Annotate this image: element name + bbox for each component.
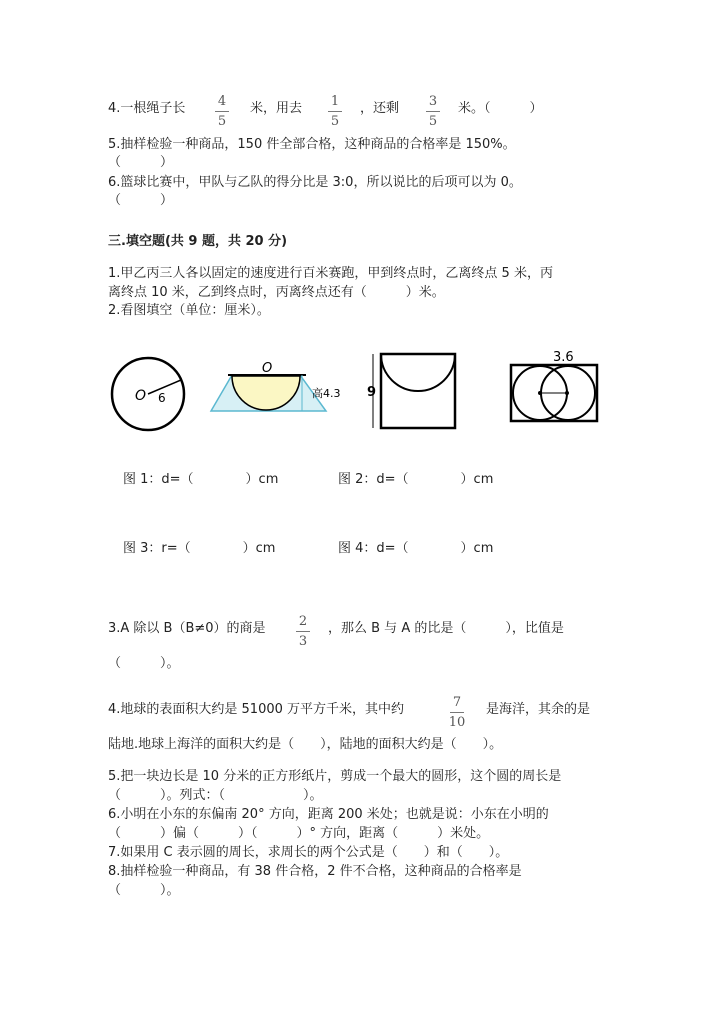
figure-3-square xyxy=(367,354,455,428)
judge-q4-text-a: 4.一根绳子长 xyxy=(108,101,186,116)
fill-q4-text-a: 4.地球的表面积大约是 51000 万平方千米，其中约 xyxy=(108,702,405,717)
fraction-numerator: 7 xyxy=(452,695,462,710)
fraction-numerator: 2 xyxy=(298,614,308,629)
fraction-denominator: 5 xyxy=(217,114,227,129)
figure-2-trapezoid xyxy=(211,361,341,411)
fill-q1-line2: 离终点 10 米，乙到终点时，丙离终点还有（ ）米。 xyxy=(108,285,445,300)
figures-area xyxy=(0,340,720,460)
figure-1-blank[interactable]: 图 1：d=（ ）cm xyxy=(123,472,279,487)
fill-q4-text-b: 是海洋，其余的是 xyxy=(486,702,591,717)
fraction xyxy=(293,614,313,649)
figure-4-rectangle xyxy=(511,350,597,421)
figure-2-height-label: 高4.3 xyxy=(312,387,341,400)
fraction xyxy=(447,695,467,730)
fraction xyxy=(423,94,443,129)
fill-q4-line2: 陆地.地球上海洋的面积大约是（ ），陆地的面积大约是（ ）。 xyxy=(108,737,503,752)
fill-q2-text: 2.看图填空（单位：厘米）。 xyxy=(108,303,270,318)
fill-q7-text: 7.如果用 C 表示圆的周长，求周长的两个公式是（ ）和（ ）。 xyxy=(108,845,509,860)
judge-q4-text-b: 米，用去 xyxy=(250,101,303,116)
figure-1-circle xyxy=(112,358,184,430)
fraction-denominator: 10 xyxy=(448,715,466,730)
judge-q4-text-d: 米。（ ） xyxy=(458,101,543,116)
judge-q5-line2: （ ） xyxy=(108,155,174,170)
fill-q1-line1: 1.甲乙丙三人各以固定的速度进行百米赛跑，甲到终点时，乙离终点 5 米，丙 xyxy=(108,266,553,281)
judge-q6-line1: 6.篮球比赛中，甲队与乙队的得分比是 3:0，所以说比的后项可以为 0。 xyxy=(108,175,522,190)
fill-q3-line2: （ ）。 xyxy=(108,656,180,671)
fraction-numerator: 1 xyxy=(330,94,340,109)
fill-q6-line1: 6.小明在小东的东偏南 20° 方向，距离 200 米处；也就是说：小东在小明的 xyxy=(108,807,549,822)
figure-3-blank[interactable]: 图 3：r=（ ）cm xyxy=(123,541,276,556)
fraction-denominator: 3 xyxy=(298,634,308,649)
fraction-numerator: 3 xyxy=(428,94,438,109)
fill-q5-line1: 5.把一块边长是 10 分米的正方形纸片，剪成一个最大的圆形，这个圆的周长是 xyxy=(108,769,562,784)
fraction-numerator: 4 xyxy=(217,94,227,109)
figure-1-radius-label: 6 xyxy=(158,391,166,405)
figure-4-top-label: 3.6 xyxy=(553,350,574,365)
judge-q5-line1: 5.抽样检验一种商品，150 件全部合格，这种商品的合格率是 150%。 xyxy=(108,137,516,152)
fill-q5-line2: （ ）。列式：（ ）。 xyxy=(108,788,323,803)
judge-q6-line2: （ ） xyxy=(108,193,174,208)
fill-q3-text-b: ，那么 B 与 A 的比是（ ），比值是 xyxy=(328,621,564,636)
fraction xyxy=(212,94,232,129)
fraction-denominator: 5 xyxy=(330,114,340,129)
figure-4-blank[interactable]: 图 4：d=（ ）cm xyxy=(338,541,494,556)
section-title: 三.填空题(共 9 题，共 20 分) xyxy=(108,234,288,249)
figure-2-blank[interactable]: 图 2：d=（ ）cm xyxy=(338,472,494,487)
fraction-denominator: 5 xyxy=(428,114,438,129)
fill-q6-line2: （ ）偏（ ）（ ）° 方向，距离（ ）米处。 xyxy=(108,826,490,841)
fill-q3-text-a: 3.A 除以 B（B≠0）的商是 xyxy=(108,621,266,636)
fraction xyxy=(325,94,345,129)
figure-3-side-label: 9 xyxy=(367,385,377,400)
fill-q8-line2: （ ）。 xyxy=(108,883,180,898)
figure-1-center-label: O xyxy=(135,388,147,404)
fill-q8-line1: 8.抽样检验一种商品，有 38 件合格，2 件不合格，这种商品的合格率是 xyxy=(108,864,522,879)
figure-2-center-label: O xyxy=(262,361,273,376)
judge-q4-text-c: ，还剩 xyxy=(360,101,400,116)
